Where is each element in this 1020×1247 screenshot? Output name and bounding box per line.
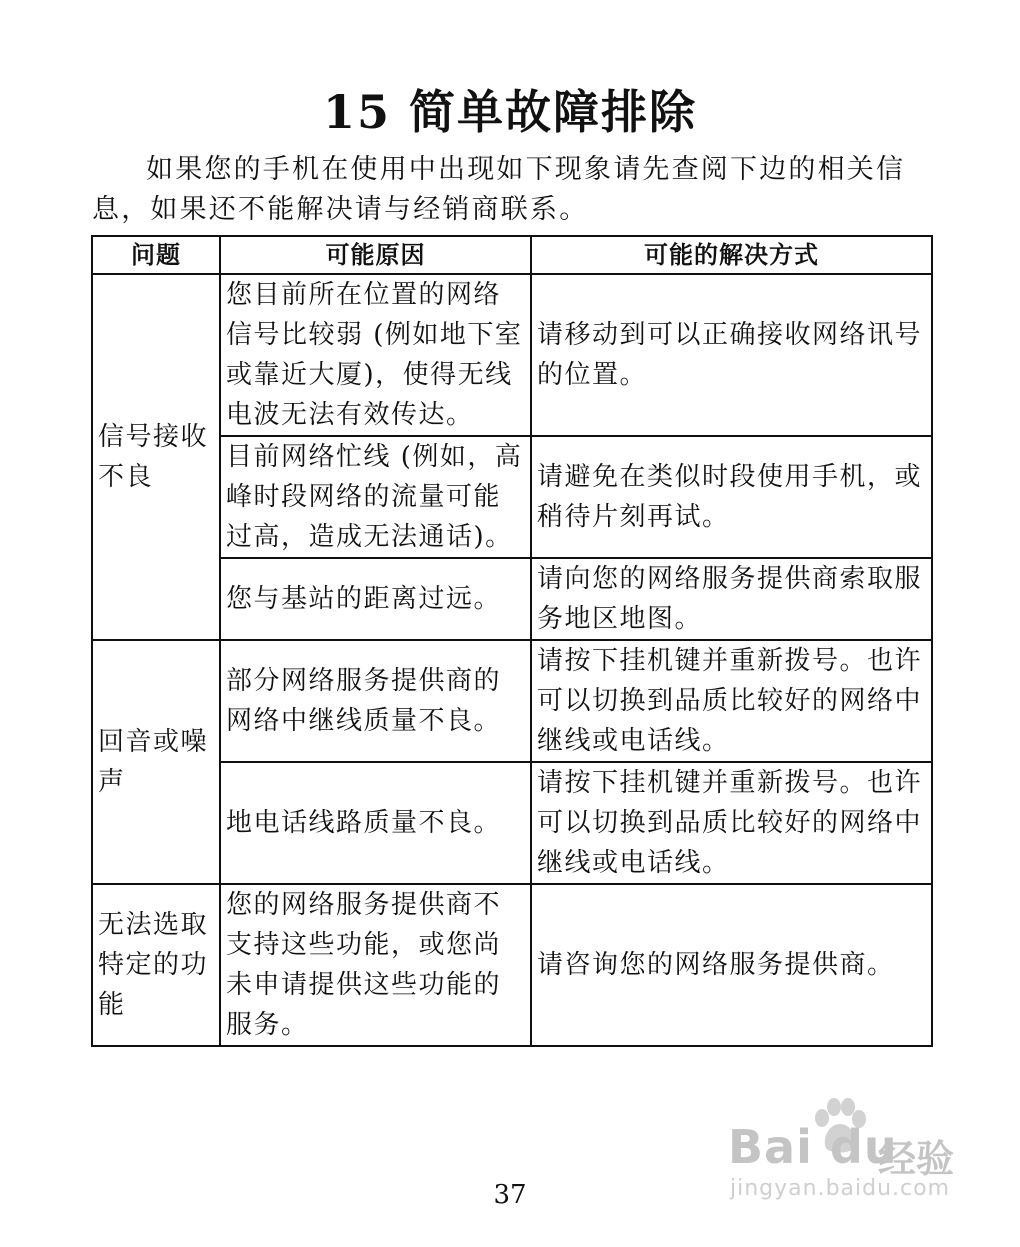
cause-cell: 您目前所在位置的网络信号比较弱 (例如地下室或靠近大厦)，使得无线电波无法有效传达。	[220, 274, 531, 436]
solution-cell: 请按下挂机键并重新拨号。也许可以切换到品质比较好的网络中继线或电话线。	[531, 762, 932, 884]
page-title: 15 简单故障排除	[322, 85, 698, 139]
watermark-domain: jingyan.baidu.com	[730, 1176, 951, 1201]
header-cause: 可能原因	[220, 236, 531, 274]
header-solution: 可能的解决方式	[531, 236, 932, 274]
header-problem: 问题	[92, 236, 220, 274]
watermark-brand: Bai du	[728, 1120, 898, 1174]
table-row	[92, 640, 932, 762]
problem-cell: 无法选取特定的功能	[92, 884, 220, 1046]
cause-cell: 您的网络服务提供商不支持这些功能，或您尚未申请提供这些功能的服务。	[220, 884, 531, 1046]
watermark-brand-cn: 经验	[878, 1137, 955, 1181]
troubleshooting-table	[91, 235, 933, 1047]
solution-cell: 请按下挂机键并重新拨号。也许可以切换到品质比较好的网络中继线或电话线。	[531, 640, 932, 762]
solution-cell: 请咨询您的网络服务提供商。	[531, 884, 932, 1046]
problem-cell: 回音或噪声	[92, 640, 220, 884]
intro-paragraph	[92, 150, 932, 230]
solution-cell: 请避免在类似时段使用手机，或稍待片刻再试。	[531, 436, 932, 558]
table-row	[92, 274, 932, 436]
cause-cell: 目前网络忙线 (例如，高峰时段网络的流量可能过高，造成无法通话)。	[220, 436, 531, 558]
intro-text: 如果您的手机在使用中出现如下现象请先查阅下边的相关信息，如果还不能解决请与经销商联系。	[92, 154, 906, 225]
cause-cell: 地电话线路质量不良。	[220, 762, 531, 884]
cause-cell: 您与基站的距离过远。	[220, 558, 531, 640]
cause-cell: 部分网络服务提供商的网络中继线质量不良。	[220, 640, 531, 762]
problem-cell: 信号接收不良	[92, 274, 220, 640]
solution-cell: 请向您的网络服务提供商索取服务地区地图。	[531, 558, 932, 640]
page-number: 37	[493, 1180, 527, 1210]
table-row	[92, 884, 932, 1046]
table-header-row	[92, 236, 932, 274]
solution-cell: 请移动到可以正确接收网络讯号的位置。	[531, 274, 932, 436]
baidu-jingyan-watermark	[728, 1098, 968, 1208]
